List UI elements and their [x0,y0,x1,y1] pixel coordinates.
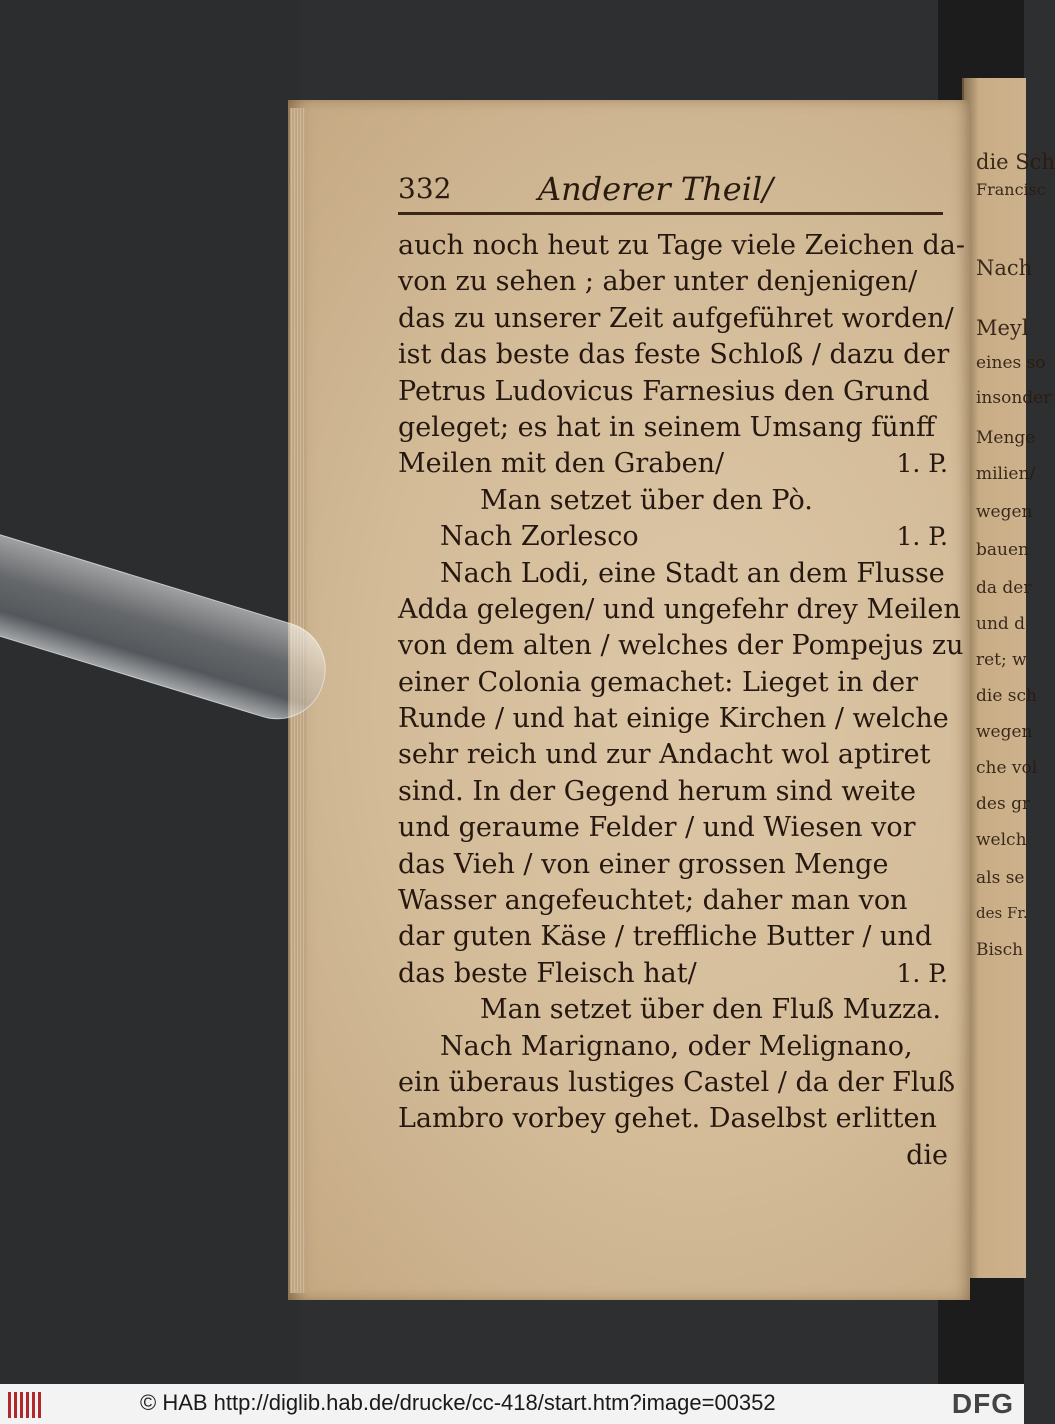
line-text: dar guten Käse / treffliche Butter / und [398,921,933,953]
text-line [398,1101,948,1137]
line-text: geleget; es hat in seinem Umsang fünff [398,411,936,443]
page-header [398,164,943,224]
opposite-line: Menge [976,428,1036,448]
line-text: sind. In der Gegend herum sind weite [398,775,916,807]
text-line [398,628,964,664]
opposite-line: che vol [976,758,1038,778]
line-text: Nach Lodi, eine Stadt an dem Flusse [440,557,945,589]
opposite-line: ret; w [976,650,1027,670]
text-line [398,374,948,410]
text-line [398,301,954,337]
text-line [398,337,948,373]
text-line [398,519,948,555]
header-rule [398,212,943,215]
line-text: von dem alten / welches der Pompejus zu [398,630,964,662]
line-text: das Vieh / von einer grossen Menge [398,848,889,880]
opposite-line: Francisc [976,180,1046,199]
line-text: sehr reich und zur Andacht wol aptiret [398,739,931,771]
text-line [398,883,948,919]
page-number: 332 [398,172,452,205]
opposite-line: die Sch [976,150,1055,174]
text-line [398,1029,948,1065]
footer-bar [0,1384,1024,1424]
line-text: das beste Fleisch hat/ [398,957,697,989]
text-line [398,1065,955,1101]
text-line [398,228,965,264]
text-line [398,665,948,701]
text-line [398,556,948,592]
line-text: das zu unserer Zeit aufgeführet worden/ [398,302,954,334]
opposite-line: wegen [976,722,1033,742]
line-text: Nach Marignano, oder Melignano, [440,1030,913,1062]
opposite-line: welch [976,830,1027,850]
line-text: Man setzet über den Fluß Muzza. [480,994,941,1026]
line-text: Man setzet über den Pò. [480,484,813,516]
line-text: Meilen mit den Graben/ [398,448,725,480]
line-text: ist das beste das feste Schloß / dazu der [398,339,950,371]
text-line [398,1138,948,1174]
running-head: Anderer Theil/ [538,170,773,208]
catchword: die [906,1139,948,1171]
opposite-line: die sch [976,686,1037,706]
line-text: einer Colonia gemachet: Lieget in der [398,666,918,698]
opposite-line: wegen [976,502,1033,522]
opposite-line: insonder [976,388,1052,408]
text-line [398,701,948,737]
line-text: und geraume Felder / und Wiesen vor [398,812,916,844]
dfg-logo: DFG [951,1388,1014,1419]
text-line [398,737,948,773]
opposite-line: eines so [976,353,1046,373]
line-text: von zu sehen ; aber unter denjenigen/ [398,266,918,298]
text-line [398,810,948,846]
text-line [398,992,948,1028]
hab-logo-icon [8,1392,42,1418]
opposite-line: und d [976,614,1026,634]
opposite-line: Nach [976,256,1033,280]
opposite-line: des Fr. [976,904,1028,922]
opposite-line: des gr [976,794,1031,814]
line-text: Petrus Ludovicus Farnesius den Grund [398,375,930,407]
text-line [398,774,948,810]
opposite-line: Bisch [976,940,1024,960]
opposite-line: bauen [976,540,1029,560]
opposite-line: milien/ [976,464,1036,484]
opposite-line: da der [976,578,1032,598]
opposite-line: Meyl [976,316,1029,340]
line-text: Nach Zorlesco [440,521,639,553]
line-text: Runde / und hat einige Kirchen / welche [398,703,949,735]
distance-label: 1. P. [896,958,948,988]
credit-link[interactable]: © HAB http://diglib.hab.de/drucke/cc-418/start.htm?image=00352 [140,1390,776,1415]
line-text: Wasser angefeuchtet; daher man von [398,885,908,917]
opposite-line: als se [976,868,1025,888]
page-text [398,228,965,1174]
text-line [398,592,961,628]
line-text: Lambro vorbey gehet. Daselbst erlitten [398,1103,937,1135]
text-line [398,264,948,300]
text-line [398,956,948,992]
text-line [398,483,948,519]
distance-label: 1. P. [896,522,948,552]
text-line [398,847,948,883]
text-line [398,410,948,446]
line-text: ein überaus lustiges Castel / da der Fluß [398,1066,955,1098]
text-line [398,446,948,482]
line-text: auch noch heut zu Tage viele Zeichen da- [398,230,965,261]
line-text: Adda gelegen/ und ungefehr drey Meilen [398,593,961,625]
text-line [398,919,948,955]
distance-label: 1. P. [896,449,948,479]
opposite-page-fragment [962,78,1055,1278]
